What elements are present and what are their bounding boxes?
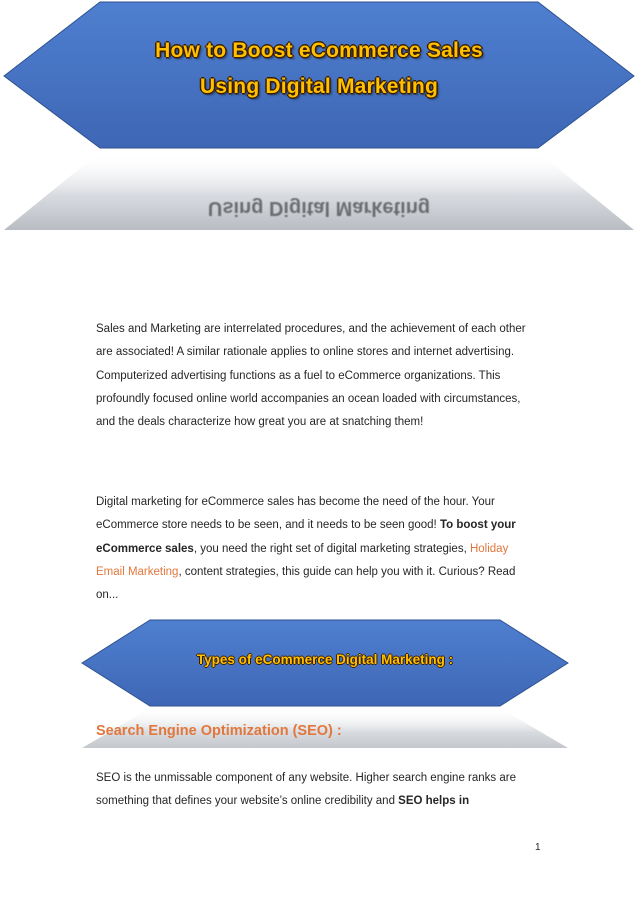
bold-boost-sales: To boost your eCommerce sales [96, 519, 516, 555]
seo-paragraph: SEO is the unmissable component of any website. Higher search engine ranks are something that defines your website’s online credibility and SEO helps in [96, 772, 516, 808]
seo-heading: Search Engine Optimization (SEO) : [96, 723, 342, 739]
intro-paragraph: Sales and Marketing are interrelated procedures, and the achievement of each other are associated! A similar rationale applies to online stores and internet advertising. Computerized advertising functions as a fuel to eCommerce organizations. This profoundly focused online world accompanies an ocean loaded with circumstances, and the deals characterize how great you are at snatching them! [96, 323, 526, 429]
bold-seo-helps: SEO helps in [398, 795, 470, 808]
section-banner-title: Types of eCommerce Digital Marketing : [196, 652, 454, 667]
holiday-email-marketing-link[interactable]: Holiday Email Marketing [96, 542, 509, 578]
page-title: How to Boost eCommerce Sales Using Digital Marketing [155, 39, 483, 98]
title-reflection-text: Using Digital Marketing [207, 197, 431, 219]
page-number: 1 [535, 842, 541, 853]
digital-marketing-paragraph: Digital marketing for eCommerce sales has become the need of the hour. Your eCommerce store needs to be seen, and it needs to be seen good! To boost your eCommerce sales, you need the right set of digital marketing strategies, Holiday Email Marketing, content strategies, this guide can help you with it. Curious? Read on... [96, 496, 516, 602]
title-reflection [0, 152, 638, 237]
